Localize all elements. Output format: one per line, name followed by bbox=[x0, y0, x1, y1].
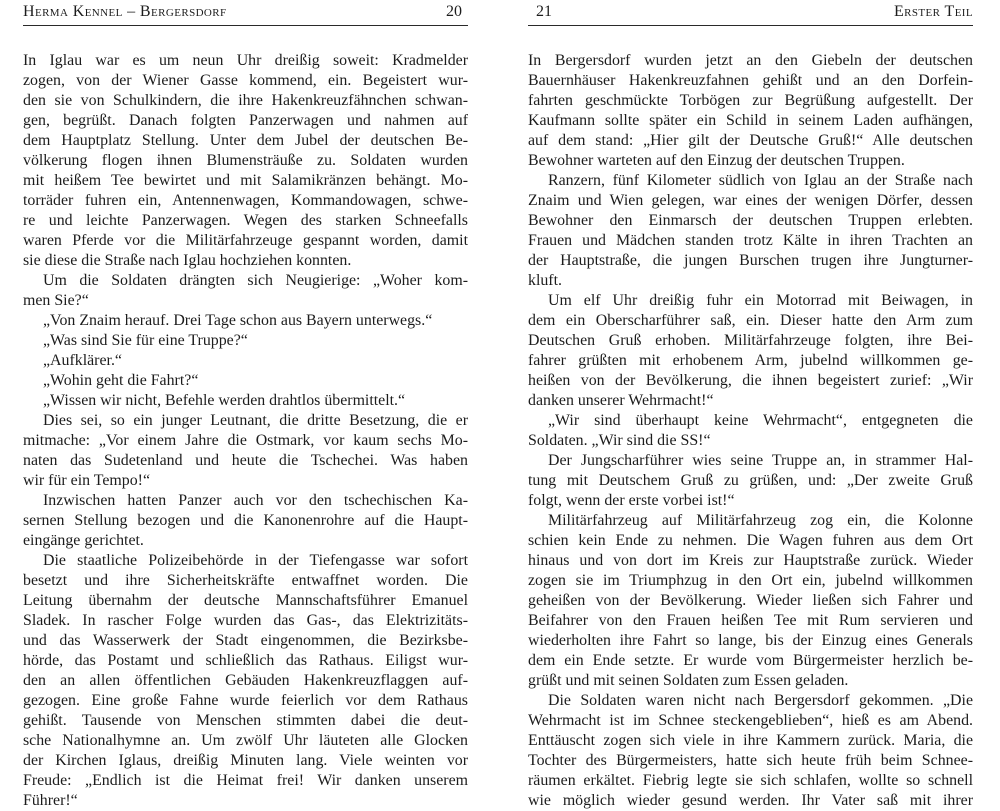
text-line: Kaufmann sollte später ein Schild in seinem Laden aufhängen, bbox=[528, 112, 973, 129]
text-line: Frauen und Mädchen standen trotz Kälte in ihren Trachten an bbox=[528, 232, 973, 249]
page-number-left: 20 bbox=[446, 3, 462, 20]
text-line: eingänge gerichtet. bbox=[23, 532, 144, 549]
text-line: Wehrmacht ist im Schnee steckengeblieben“, hieß es am Abend. bbox=[528, 712, 973, 729]
text-line: Leitung übernahm der deutsche Mannschaftsführer Emanuel bbox=[23, 592, 468, 609]
text-line: Freude: „Endlich ist die Heimat frei! Wir danken unserem bbox=[23, 772, 468, 789]
text-line: grüßt und mit seinen Soldaten zum Essen geladen. bbox=[528, 672, 849, 689]
running-title-author: Herma Kennel – Bergersdorf bbox=[23, 3, 227, 20]
text-line: Deutschen Gruß erhoben. Militärfahrzeuge folgten, ihre Bei- bbox=[528, 332, 973, 349]
text-line: Beifahrer von den Frauen heißen Tee mit Rum servieren und bbox=[528, 612, 973, 629]
text-line: Znaim und Wien gelegen, war eines der wenigen Dörfer, dessen bbox=[528, 192, 973, 209]
text-line: auf dem stand: „Hier gilt der Deutsche Gruß!“ Alle deutschen bbox=[528, 132, 973, 149]
text-line: tung mit Deutschem Gruß zu grüßen, und: „Der zweite Gruß bbox=[528, 472, 973, 489]
text-line: Bewohner warteten auf den Einzug der deutschen Truppen. bbox=[528, 152, 905, 169]
running-title-part: Erster Teil bbox=[894, 3, 973, 20]
text-line: wir für ein Tempo!“ bbox=[23, 472, 151, 489]
text-line: fahrten geschmückte Torbögen zur Begrüßung aufgestellt. Der bbox=[528, 92, 973, 109]
right-page-body bbox=[528, 51, 973, 811]
page-number-right: 21 bbox=[536, 3, 552, 20]
text-line: schien kein Ende zu nehmen. Die Wagen fuhren aus dem Ort bbox=[528, 532, 973, 549]
text-line: Die Soldaten waren nicht nach Bergersdorf gekommen. „Die bbox=[548, 692, 973, 709]
text-line: folgt, wenn der erste vorbei ist!“ bbox=[528, 492, 735, 509]
text-line: heißen von der Bevölkerung, die ihnen begeistert zurief: „Wir bbox=[528, 372, 973, 389]
text-line: danken unserer Wehrmacht!“ bbox=[528, 392, 714, 409]
text-line: zogen, von der Wiener Gasse kommend, ein. Begeistert wur- bbox=[23, 72, 468, 89]
text-line: zogen sie im Triumphzug in den Ort ein, jubelnd willkommen bbox=[528, 572, 973, 589]
text-line: Die staatliche Polizeibehörde in der Tiefengasse war sofort bbox=[43, 552, 468, 569]
text-line: „Wohin geht die Fahrt?“ bbox=[43, 372, 199, 389]
text-line: „Wir sind überhaupt keine Wehrmacht“, entgegneten die bbox=[548, 412, 973, 429]
text-line: Führer!“ bbox=[23, 792, 78, 809]
text-line: Sladek. In rascher Folge wurden das Gas-, das Elektrizitäts- bbox=[23, 612, 468, 629]
text-line: Soldaten. „Wir sind die SS!“ bbox=[528, 432, 711, 449]
text-line: „Was sind Sie für eine Truppe?“ bbox=[43, 332, 248, 349]
text-line: völkerung flogen ihnen Blumensträuße zu. Soldaten wurden bbox=[23, 152, 468, 169]
left-page bbox=[23, 0, 468, 809]
text-line: den sie von Schulkindern, die ihre Hakenkreuzfähnchen schwan- bbox=[23, 92, 468, 109]
text-line: „Wissen wir nicht, Befehle werden drahtlos übermittelt.“ bbox=[43, 392, 406, 409]
text-line: hörde, das Postamt und schließlich das Rathaus. Eiligst wur- bbox=[23, 652, 468, 669]
text-line: kluft. bbox=[528, 272, 562, 289]
text-line: torräder fuhren ein, Antennenwagen, Kommandowagen, schwe- bbox=[23, 192, 468, 209]
running-head-right bbox=[528, 2, 973, 22]
text-line: und das Wasserwerk der Stadt eingenommen, die Bezirksbe- bbox=[23, 632, 468, 649]
text-line: wie möglich wieder gesund werden. Ihr Vater saß mit ihrer bbox=[528, 792, 973, 809]
left-page-body bbox=[23, 51, 468, 811]
text-line: Dies sei, so ein junger Leutnant, die dritte Besetzung, die er bbox=[43, 412, 468, 429]
text-line: hinaus und von dort im Kreis zur Hauptstraße zurück. Wieder bbox=[528, 552, 973, 569]
text-line: naten das Sudetenland und heute die Tschechei. Was haben bbox=[23, 452, 468, 469]
text-line: Bauernhäuser Hakenkreuzfahnen gehißt und an den Dorfein- bbox=[528, 72, 973, 89]
text-line: sie diese die Straße nach Iglau hochziehen konnten. bbox=[23, 252, 352, 269]
text-line: waren Pferde vor die Militärfahrzeuge gespannt worden, damit bbox=[23, 232, 468, 249]
header-rule-left bbox=[23, 25, 468, 26]
text-line: Inzwischen hatten Panzer auch vor den tschechischen Ka- bbox=[43, 492, 468, 509]
text-line: der Hauptstraße, die jungen Burschen trugen ihre Jungturner- bbox=[528, 252, 973, 269]
text-line: wiederholten ihre Fahrt so lange, bis der Einzug eines Generals bbox=[528, 632, 973, 649]
text-line: Um elf Uhr dreißig fuhr ein Motorrad mit Beiwagen, in bbox=[548, 292, 973, 309]
text-line: mitmache: „Vor einem Jahre die Ostmark, vor kaum sechs Mo- bbox=[23, 432, 468, 449]
text-line: besetzt und ihre Sicherheitskräfte entwaffnet worden. Die bbox=[23, 572, 468, 589]
text-line: In Bergersdorf wurden jetzt an den Giebeln der deutschen bbox=[528, 52, 973, 69]
text-line: re und leichte Panzerwagen. Wegen des starken Schneefalls bbox=[23, 212, 468, 229]
text-line: dem Hauptplatz Stellung. Unter dem Jubel der deutschen Be- bbox=[23, 132, 468, 149]
text-line: Ranzern, fünf Kilometer südlich von Iglau an der Straße nach bbox=[548, 172, 973, 189]
text-line: sche Nationalhymne an. Um zwölf Uhr läuteten alle Glocken bbox=[23, 732, 468, 749]
text-line: men Sie?“ bbox=[23, 292, 89, 309]
running-head-left bbox=[23, 2, 468, 22]
text-line: gen, begrüßt. Danach folgten Panzerwagen und nahmen auf bbox=[23, 112, 468, 129]
text-line: In Iglau war es um neun Uhr dreißig soweit: Kradmelder bbox=[23, 52, 468, 69]
text-line: sernen Stellung bezogen und die Kanonenrohre auf die Haupt- bbox=[23, 512, 468, 529]
text-line: den an allen öffentlichen Gebäuden Hakenkreuzflaggen auf- bbox=[23, 672, 468, 689]
text-line: Militärfahrzeug auf Militärfahrzeug zog ein, die Kolonne bbox=[548, 512, 973, 529]
text-line: „Aufklärer.“ bbox=[43, 352, 122, 369]
text-line: „Von Znaim herauf. Drei Tage schon aus Bayern unterwegs.“ bbox=[43, 312, 433, 329]
text-line: dem ein Ende setzte. Er wurde vom Bürgermeister herzlich be- bbox=[528, 652, 973, 669]
header-rule-right bbox=[528, 25, 973, 26]
right-page bbox=[528, 0, 973, 809]
text-line: mit heißem Tee bewirtet und mit Salamikränzen behängt. Mo- bbox=[23, 172, 468, 189]
text-line: Bewohner den Einmarsch der deutschen Truppen erlebten. bbox=[528, 212, 973, 229]
text-line: der Kirchen Iglaus, dreißig Minuten lang. Viele weinten vor bbox=[23, 752, 468, 769]
text-line: Tochter des Bürgermeisters, hatte sich heute früh beim Schnee- bbox=[528, 752, 973, 769]
text-line: gezogen. Eine große Fahne wurde feierlich vor dem Rathaus bbox=[23, 692, 468, 709]
text-line: Um die Soldaten drängten sich Neugierige: „Woher kom- bbox=[43, 272, 468, 289]
text-line: räumen erkältet. Fiebrig legte sie sich schlafen, wollte so schnell bbox=[528, 772, 973, 789]
text-line: geheißen von der Bevölkerung. Wieder ließen sich Fahrer und bbox=[528, 592, 973, 609]
text-line: fahrer grüßten mit erhobenem Arm, jubelnd willkommen ge- bbox=[528, 352, 973, 369]
text-line: Der Jungscharführer wies seine Truppe an, in strammer Hal- bbox=[548, 452, 973, 469]
text-line: dem ein Oberscharführer saß, ein. Dieser hatte den Arm zum bbox=[528, 312, 973, 329]
text-line: Enttäuscht zogen sich viele in ihre Kammern zurück. Maria, die bbox=[528, 732, 973, 749]
text-line: gehißt. Tausende von Menschen stimmten dabei die deut- bbox=[23, 712, 468, 729]
